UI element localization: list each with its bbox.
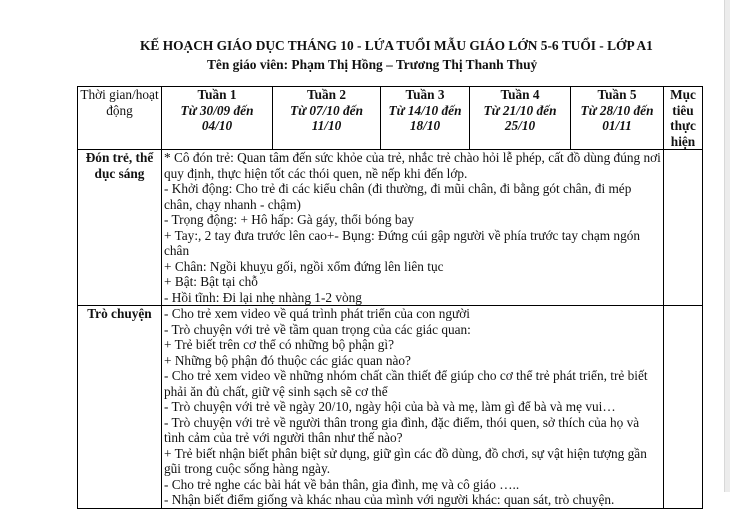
content-line: - Khởi động: Cho trẻ đi các kiểu chân (đi thường, đi mũi chân, đi bằng gót chân, đi mép chân, chạy nhanh - chậm)	[164, 181, 632, 212]
content-line: - Cho trẻ nghe các bài hát về bản thân, gia đình, mẹ và cô giáo …..	[164, 476, 520, 492]
week-header-2	[273, 87, 381, 150]
content-line: - Cho trẻ xem video về quá trình phát triển của con người	[164, 306, 470, 321]
target-cell	[664, 150, 703, 306]
content-line: + Bật: Bật tại chỗ	[164, 274, 258, 289]
table-row-morning	[78, 150, 703, 306]
week-header-4	[470, 87, 571, 150]
content-line: - Cho trẻ xem video về những nhóm chất cần thiết để giúp cho cơ thể trẻ phát triển, trẻ biết phải ăn đủ chất, giữ vệ sinh sạch sẽ cơ thể	[164, 368, 648, 399]
week-range: Từ 07/10 đến 11/10	[290, 102, 363, 133]
vertical-scrollbar[interactable]	[724, 0, 730, 492]
week-header-5	[571, 87, 664, 150]
table-row-conversation	[78, 306, 703, 509]
row-label: Trò chuyện	[78, 306, 162, 509]
week-range: Từ 21/10 đến 25/10	[483, 102, 557, 133]
content-line: - Trọng động: + Hô hấp: Gà gáy, thổi bóng bay	[164, 212, 415, 227]
content-line: - Hồi tĩnh: Đi lại nhẹ nhàng 1-2 vòng	[164, 289, 362, 305]
plan-table	[77, 86, 703, 509]
target-header: Mục tiêu thực hiện	[664, 87, 703, 150]
week-label: Tuần 5	[597, 87, 637, 102]
content-line: * Cô đón trẻ: Quan tâm đến sức khỏe của trẻ, nhắc trẻ chào hỏi lễ phép, cất đồ dùng đúng nơi quy định, thực hiện tốt các thói quen, nề nếp khi đến lớp.	[164, 150, 661, 181]
week-range: Từ 14/10 đến 18/10	[388, 102, 462, 133]
week-label: Tuần 3	[405, 87, 445, 102]
week-range: Từ 28/10 đến 01/11	[580, 102, 654, 133]
target-cell	[664, 306, 703, 509]
content-line: - Nhận biết điểm giống và khác nhau của mình với người khác: quan sát, trò chuyện.	[164, 492, 615, 507]
week-label: Tuần 1	[197, 87, 237, 102]
week-header-3	[381, 87, 470, 150]
week-range: Từ 30/09 đến 04/10	[180, 102, 254, 133]
content-line: + Tay:, 2 tay đưa trước lên cao+- Bụng: Đứng cúi gập người về phía trước tay chạm ngón chân	[164, 227, 641, 258]
week-header-1	[162, 87, 273, 150]
week-label: Tuần 4	[500, 87, 540, 102]
corner-header: Thời gian/hoạt động	[78, 87, 162, 150]
document-title: KẾ HOẠCH GIÁO DỤC THÁNG 10 - LỨA TUỔI MẪU GIÁO LỚN 5-6 TUỔI - LỚP A1	[140, 38, 653, 53]
row-label: Đón trẻ, thể dục sáng	[78, 150, 162, 306]
content-line: + Những bộ phận đó thuộc các giác quan nào?	[164, 352, 411, 368]
content-line: + Chân: Ngồi khuỵu gối, ngồi xổm đứng lên liên tục	[164, 258, 444, 274]
row-content	[162, 306, 664, 509]
content-line: - Trò chuyện với trẻ về ngày 20/10, ngày hội của bà và mẹ, làm gì để bà và mẹ vui…	[164, 399, 616, 414]
content-line: + Trẻ biết trên cơ thể có những bộ phận gì?	[164, 337, 395, 352]
content-line: - Trò chuyện với trẻ về người thân trong gia đình, đặc điểm, thói quen, sở thích của họ và tình cảm của trẻ với người thân như thế nào?	[164, 414, 640, 445]
teacher-names: Tên giáo viên: Phạm Thị Hồng – Trương Thị Thanh Thuỷ	[207, 57, 538, 72]
content-line: + Trẻ biết nhận biết phân biệt sử dụng, giữ gìn các đồ dùng, đồ chơi, sự vật hiện tượng gần gũi trong cuộc sống hàng ngày.	[164, 445, 647, 476]
row-content	[162, 150, 664, 306]
week-label: Tuần 2	[306, 87, 347, 102]
content-line: - Trò chuyện với trẻ về tầm quan trọng của các giác quan:	[164, 321, 471, 337]
header-row	[78, 87, 703, 150]
